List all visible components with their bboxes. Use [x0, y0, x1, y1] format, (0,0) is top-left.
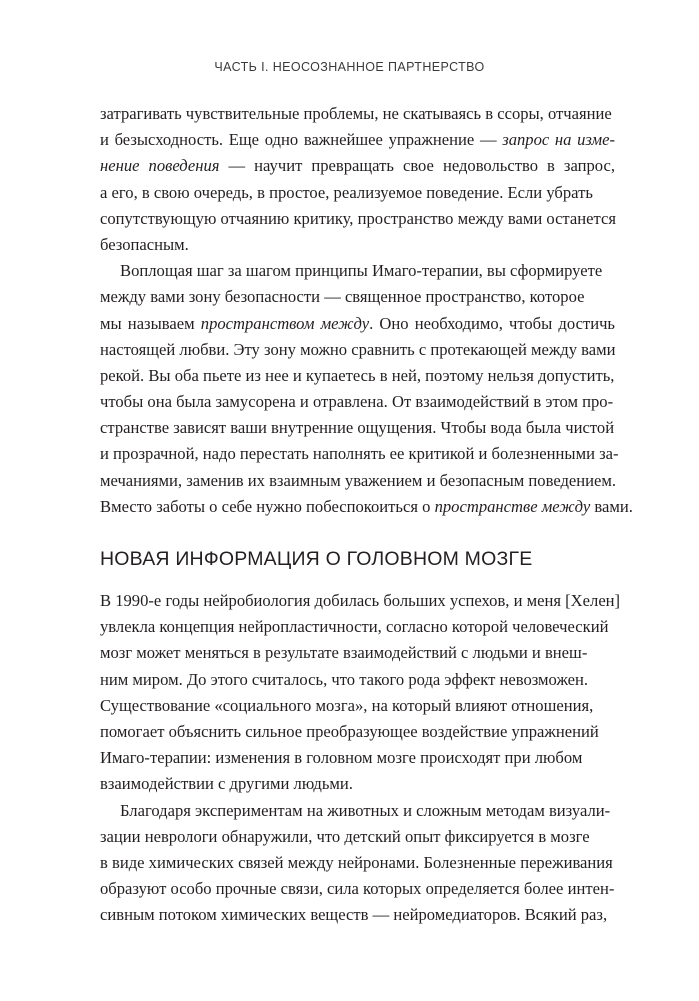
- text-line: чтобы она была замусорена и отравлена. От взаимодействий в этом про-: [100, 392, 614, 412]
- text-line: настоящей любви. Эту зону можно сравнить с протекающей между вами: [100, 339, 616, 359]
- text-line: Имаго-терапии: изменения в головном мозге происходят при любом: [100, 748, 583, 768]
- text-line: мы называем пространством между . Оно необходимо, чтобы достичь: [100, 311, 615, 337]
- text-line: рекой. Вы оба пьете из нее и купаетесь в ней, поэтому нельзя допустить,: [100, 365, 615, 385]
- paragraph: [100, 101, 615, 258]
- text-line: сивным потоком химических веществ — нейромедиаторов. Всякий раз,: [100, 905, 608, 925]
- section-heading: НОВАЯ ИНФОРМАЦИЯ О ГОЛОВНОМ МОЗГЕ: [100, 548, 533, 570]
- italic-term: нение поведения: [100, 156, 220, 176]
- paragraph: [100, 798, 615, 929]
- paragraph: [100, 588, 621, 798]
- text-line: Благодаря экспериментам на животных и сложным методам визуали-: [120, 800, 611, 820]
- text-line: сопутствующую отчаянию критику, пространство между вами останется: [100, 208, 616, 228]
- text-line: странстве зависят ваши внутренние ощущения. Чтобы вода была чистой: [100, 418, 615, 438]
- paragraph: [100, 258, 633, 520]
- text-line: Существование «социального мозга», на который влияют отношения,: [100, 695, 594, 715]
- text-line: Вместо заботы о себе нужно побеспокоиться о пространстве между вами.: [100, 494, 615, 520]
- text-line: в виде химических связей между нейронами. Болезненные переживания: [100, 852, 613, 872]
- text-line: увлекла концепция нейропластичности, согласно которой человеческий: [100, 617, 609, 637]
- text-line: а его, в свою очередь, в простое, реализуемое поведение. Если убрать: [100, 182, 593, 202]
- italic-term: запрос на изме-: [502, 130, 615, 150]
- text-line: мозг может меняться в результате взаимодействий с людьми и внеш-: [100, 643, 588, 663]
- text-line: безопасным.: [100, 234, 189, 254]
- text-line: ним миром. До этого считалось, что такого рода эффект невозможен.: [100, 669, 589, 689]
- italic-term: пространстве между: [434, 496, 591, 516]
- text-line: помогает объяснить сильное преобразующее воздействие упражнений: [100, 721, 599, 741]
- text-line: образуют особо прочные связи, сила которых определяется более интен-: [100, 879, 615, 899]
- text-line: между вами зону безопасности — священное пространство, которое: [100, 287, 585, 307]
- text-line: В 1990-е годы нейробиология добилась больших успехов, и меня [Хелен]: [100, 591, 621, 610]
- italic-term: пространством между: [200, 313, 370, 333]
- text-line: и прозрачной, надо перестать наполнять ее критикой и болезненными за-: [100, 444, 619, 464]
- text-line: и безысходность. Еще одно важнейшее упражнение — запрос на изме-: [100, 127, 615, 153]
- text-line: мечаниями, заменив их взаимным уважением и безопасным поведением.: [100, 470, 617, 490]
- text-line: затрагивать чувствительные проблемы, не скатываясь в ссоры, отчаяние: [100, 104, 612, 123]
- text-line: Воплощая шаг за шагом принципы Имаго-терапии, вы сформируете: [120, 261, 603, 281]
- text-line: зации неврологи обнаружили, что детский опыт фиксируется в мозге: [100, 826, 590, 846]
- text-line: нение поведения — научит превращать свое недовольство в запрос,: [100, 153, 615, 179]
- running-head: ЧАСТЬ I. НЕОСОЗНАННОЕ ПАРТНЕРСТВО: [214, 60, 485, 74]
- page-body: [100, 101, 633, 928]
- text-line: взаимодействии с другими людьми.: [100, 774, 353, 794]
